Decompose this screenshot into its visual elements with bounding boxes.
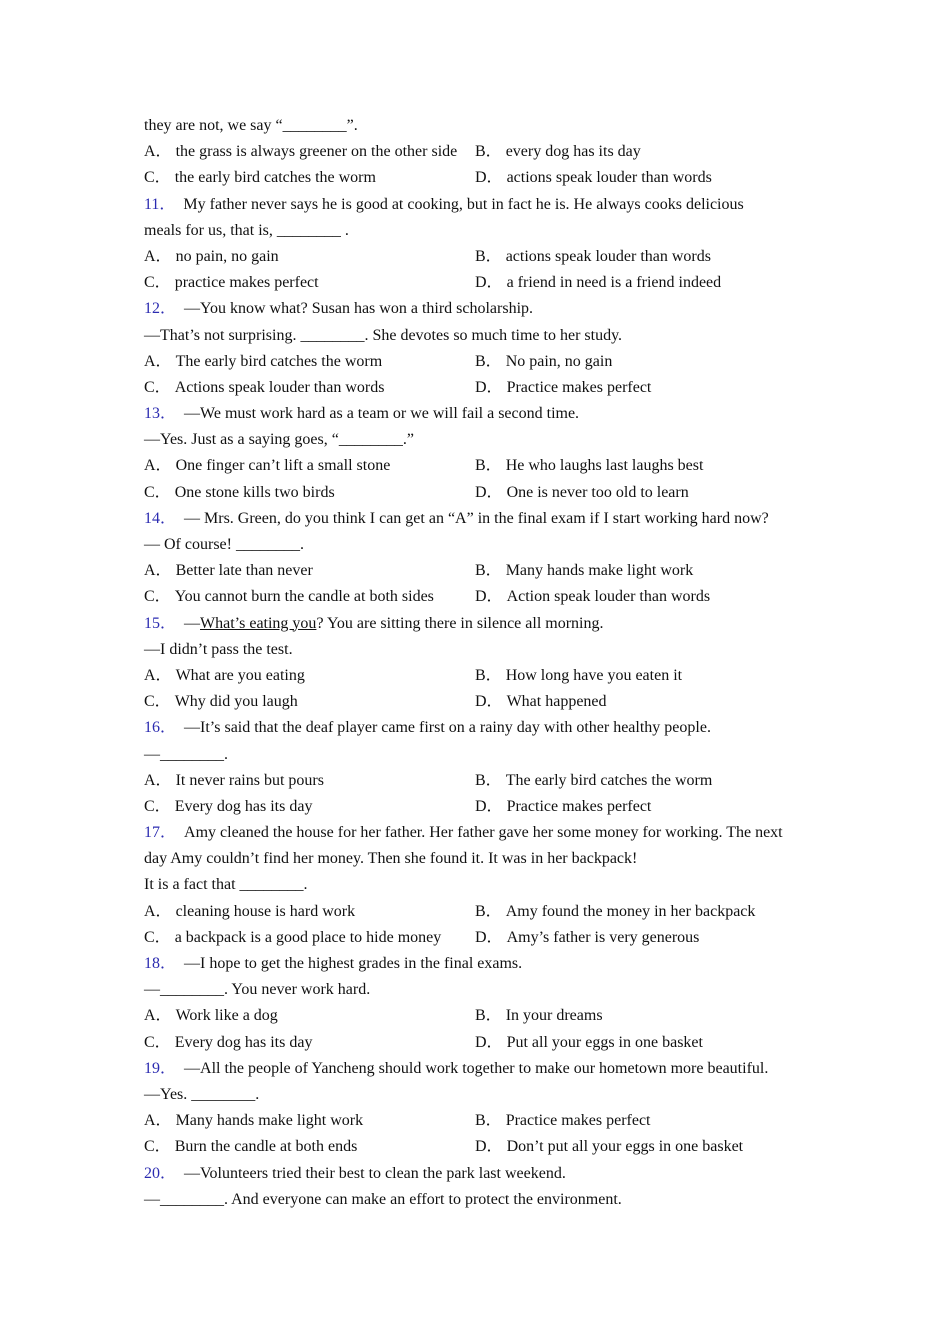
question-17-prompt: It is a fact that ________. — [144, 876, 308, 894]
question-number: 13． — [144, 405, 177, 423]
question-20-stem: 20． —Volunteers tried their best to clean the park last weekend. — [144, 1164, 566, 1182]
option-b: B． Amy found the money in her backpack — [475, 902, 756, 920]
question-16-stem: 16． —It’s said that the deaf player came first on a rainy day with other healthy people. — [144, 719, 711, 737]
question-18-stem: 18． —I hope to get the highest grades in the final exams. — [144, 955, 523, 972]
question-20-reply: —________. And everyone can make an effort to protect the environment. — [144, 1190, 622, 1208]
option-row — [144, 453, 824, 479]
option-row — [144, 925, 824, 951]
option-d: D． actions speak louder than words — [475, 169, 712, 187]
option-c: C． the early bird catches the worm — [144, 169, 376, 187]
question-number: 17． — [144, 824, 177, 842]
option-a: A． The early bird catches the worm — [144, 352, 383, 370]
option-c: C． Every dog has its day — [144, 1033, 313, 1051]
question-13-stem: 13． —We must work hard as a team or we will fail a second time. — [144, 405, 580, 423]
option-c: C． One stone kills two birds — [144, 483, 335, 501]
option-d: D． Practice makes perfect — [475, 797, 652, 815]
question-17-stem: 17． Amy cleaned the house for her father. Her father gave her some money for working. The next — [144, 824, 783, 842]
option-b: B． No pain, no gain — [475, 352, 613, 370]
option-row — [144, 558, 824, 584]
question-12-reply: —That’s not surprising. ________. She devotes so much time to her study. — [144, 326, 623, 344]
option-row — [144, 1134, 824, 1160]
option-b: B． Many hands make light work — [475, 562, 694, 580]
question-number: 14． — [144, 509, 177, 527]
question-19-reply: —Yes. ________. — [144, 1085, 260, 1103]
option-b: B． In your dreams — [475, 1007, 603, 1025]
question-number: 19． — [144, 1059, 177, 1077]
option-a: A． One finger can’t lift a small stone — [144, 457, 391, 475]
option-row — [144, 375, 824, 401]
option-c: C． a backpack is a good place to hide money — [144, 928, 442, 946]
question-14-reply: — Of course! ________. — [144, 536, 304, 553]
option-row — [144, 139, 824, 165]
question-11-stem: 11． My father never says he is good at cooking, but in fact he is. He always cooks delicious — [144, 195, 744, 213]
question-number: 16． — [144, 719, 177, 737]
option-row — [144, 689, 824, 715]
option-c: C． Every dog has its day — [144, 797, 313, 815]
option-a: A． cleaning house is hard work — [144, 902, 356, 920]
option-a: A． Better late than never — [144, 562, 313, 580]
option-b: B． actions speak louder than words — [475, 247, 711, 265]
option-a: A． no pain, no gain — [144, 247, 279, 265]
question-13-reply: —Yes. Just as a saying goes, “________.” — [144, 431, 414, 449]
question-15-stem: 15． —What’s eating you? You are sitting there in silence all morning. — [144, 614, 604, 632]
option-b: B． The early bird catches the worm — [475, 771, 713, 789]
question-12-stem: 12． —You know what? Susan has won a third scholarship. — [144, 300, 534, 318]
option-row — [144, 768, 824, 794]
option-c: C． Why did you laugh — [144, 693, 298, 711]
question-number: 12． — [144, 300, 177, 318]
question-18-reply: —________. You never work hard. — [144, 981, 371, 999]
option-c: C． You cannot burn the candle at both sides — [144, 588, 434, 606]
option-d: D． Action speak louder than words — [475, 588, 711, 606]
option-row — [144, 899, 824, 925]
question-16-reply: —________. — [144, 745, 228, 763]
question-19-stem: 19． —All the people of Yancheng should work together to make our hometown more beautiful. — [144, 1059, 769, 1077]
question-17-stem-cont: day Amy couldn’t find her money. Then she found it. It was in her backpack! — [144, 850, 638, 868]
option-d: D． Don’t put all your eggs in one basket — [475, 1138, 744, 1156]
option-a: A． Work like a dog — [144, 1007, 278, 1025]
option-a: A． It never rains but pours — [144, 771, 324, 789]
option-b: B． Practice makes perfect — [475, 1112, 651, 1130]
question-15-reply: —I didn’t pass the test. — [144, 640, 293, 658]
option-d: D． Practice makes perfect — [475, 378, 652, 396]
question-number: 18． — [144, 955, 177, 972]
option-row — [144, 244, 824, 270]
intro-line: they are not, we say “________”. — [144, 117, 358, 134]
option-row — [144, 270, 824, 296]
option-a: A． the grass is always greener on the other side — [144, 143, 458, 161]
question-14-stem: 14． — Mrs. Green, do you think I can get an “A” in the final exam if I start working hard now? — [144, 509, 769, 527]
option-d: D． What happened — [475, 693, 607, 711]
option-a: A． What are you eating — [144, 666, 305, 684]
option-row — [144, 584, 824, 610]
option-c: C． Actions speak louder than words — [144, 378, 385, 396]
option-d: D． Put all your eggs in one basket — [475, 1033, 703, 1051]
question-list — [144, 113, 824, 1213]
option-row — [144, 480, 824, 506]
question-11-stem-cont: meals for us, that is, ________ . — [144, 221, 349, 239]
question-number: 15． — [144, 614, 177, 632]
option-row — [144, 349, 824, 375]
option-b: B． every dog has its day — [475, 143, 641, 161]
option-c: C． practice makes perfect — [144, 274, 319, 292]
option-row — [144, 1030, 824, 1056]
option-d: D． Amy’s father is very generous — [475, 928, 700, 946]
option-b: B． He who laughs last laughs best — [475, 457, 704, 475]
option-b: B． How long have you eaten it — [475, 666, 683, 684]
option-row — [144, 1108, 824, 1134]
question-number: 11． — [144, 195, 176, 213]
option-row — [144, 663, 824, 689]
option-c: C． Burn the candle at both ends — [144, 1138, 358, 1156]
option-d: D． One is never too old to learn — [475, 483, 689, 501]
option-row — [144, 1003, 824, 1029]
option-a: A． Many hands make light work — [144, 1112, 364, 1130]
question-number: 20． — [144, 1164, 177, 1182]
option-d: D． a friend in need is a friend indeed — [475, 274, 722, 292]
option-row — [144, 165, 824, 191]
underlined-phrase: What’s eating you — [200, 614, 317, 632]
option-row — [144, 794, 824, 820]
